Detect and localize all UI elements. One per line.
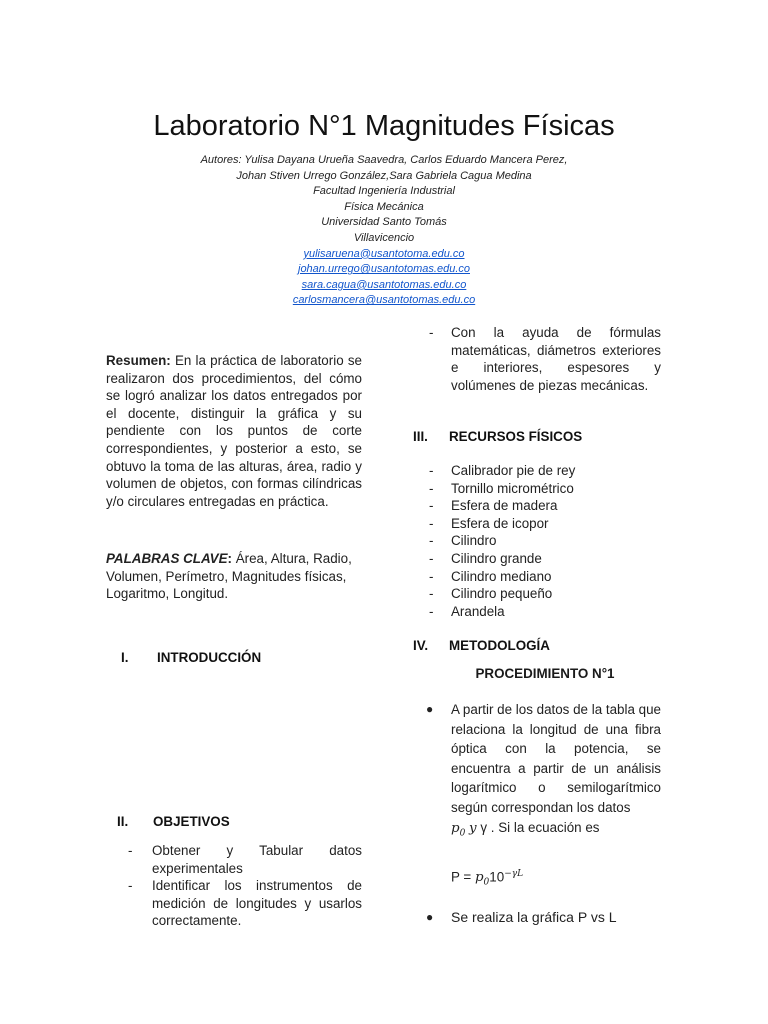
abstract-text: En la práctica de laboratorio se realizaron dos procedimientos, del cómo se logró analizar los datos entregados por el docente, distinguir la gráfica y su pendiente con los puntos de corte correspondientes, y posterior a esto, se obtuvo la toma de las alturas, área, radio y volumen de objetos, con formas cilíndricas y/o circulares entregadas en práctica. (106, 353, 362, 509)
objectives-list (106, 842, 362, 930)
section-heading-metodologia: IV. METODOLOGÍA (413, 638, 550, 653)
list-item: - Identificar los instrumentos de medición de longitudes y usarlos correctamente. (128, 878, 362, 929)
bullet-icon: ● (426, 910, 434, 924)
list-item: - Arandela (429, 603, 505, 619)
email-link[interactable]: carlosmancera@usantotomas.edu.co (292, 294, 476, 307)
email-link[interactable]: johan.urrego@usantotomas.edu.co (298, 263, 470, 276)
authors-line-1: Autores: Yulisa Dayana Urueña Saavedra, Carlos Eduardo Mancera Perez, (200, 154, 568, 166)
page-title: Laboratorio N°1 Magnitudes Físicas (153, 110, 615, 142)
course: Física Mecánica (344, 200, 424, 213)
list-item: - Esfera de icopor (429, 515, 549, 531)
objectives-continued (413, 324, 661, 394)
p0-symbol: $p_0$ (451, 820, 466, 839)
procedure-title: PROCEDIMIENTO N°1 (475, 666, 615, 681)
equation: $P = p_010^{-\gamma L}$ (451, 869, 524, 889)
abstract (106, 352, 362, 510)
list-item: - Cilindro pequeño (429, 586, 553, 602)
list-item: - Cilindro grande (429, 550, 542, 566)
procedure-bullet-1: ● A partir de los datos de la tabla que relaciona la longitud de una fibra óptica con la potencia, se encuentra a partir de un análisis logarítmico o semilogarítmico según correspondan los datos $p_0$ y γ . Si la ecuación es (426, 702, 661, 839)
procedure-bullet-2: ● Se realiza la gráfica P vs L (426, 909, 617, 925)
section-heading-objetivos: II. OBJETIVOS (117, 814, 230, 829)
bullet-icon: ● (426, 702, 434, 716)
list-item: - Obtener y Tabular datos experimentales (128, 843, 362, 876)
keywords-label: PALABRAS CLAVE (106, 551, 228, 566)
resources-list (413, 462, 661, 620)
section-heading-introduccion: I. INTRODUCCIÓN (121, 650, 262, 665)
keywords-text: Área, Altura, Radio, Volumen, Perímetro, Magnitudes físicas, Logaritmo, Longitud. (106, 551, 352, 602)
keywords: PALABRAS CLAVE: Área, Altura, Radio, Volumen, Perímetro, Magnitudes físicas, Logaritmo, Longitud. (106, 551, 352, 602)
list-item: - Cilindro mediano (429, 568, 552, 584)
list-item: - Cilindro (429, 533, 497, 549)
list-item: - Con la ayuda de fórmulas matemáticas, diámetros exteriores e interiores, espesores y volúmenes de piezas mecánicas. (429, 325, 661, 393)
abstract-label: Resumen: (106, 353, 171, 368)
list-item: - Tornillo micrométrico (429, 480, 574, 496)
list-item: - Esfera de madera (429, 498, 558, 514)
section-heading-recursos: III. RECURSOS FÍSICOS (413, 429, 583, 444)
city: Villavicencio (353, 231, 415, 244)
author-block (0, 153, 768, 309)
authors-line-2: Johan Stiven Urrego González,Sara Gabriela Cagua Medina (236, 169, 532, 182)
email-link[interactable]: sara.cagua@usantotomas.edu.co (301, 278, 467, 291)
list-item: - Calibrador pie de rey (429, 463, 576, 478)
university: Universidad Santo Tomás (321, 216, 447, 229)
email-link[interactable]: yulisaruena@usantotoma.edu.co (303, 247, 465, 260)
p0-symbol: $p_0$ (474, 870, 490, 889)
faculty: Facultad Ingeniería Industrial (313, 185, 455, 198)
